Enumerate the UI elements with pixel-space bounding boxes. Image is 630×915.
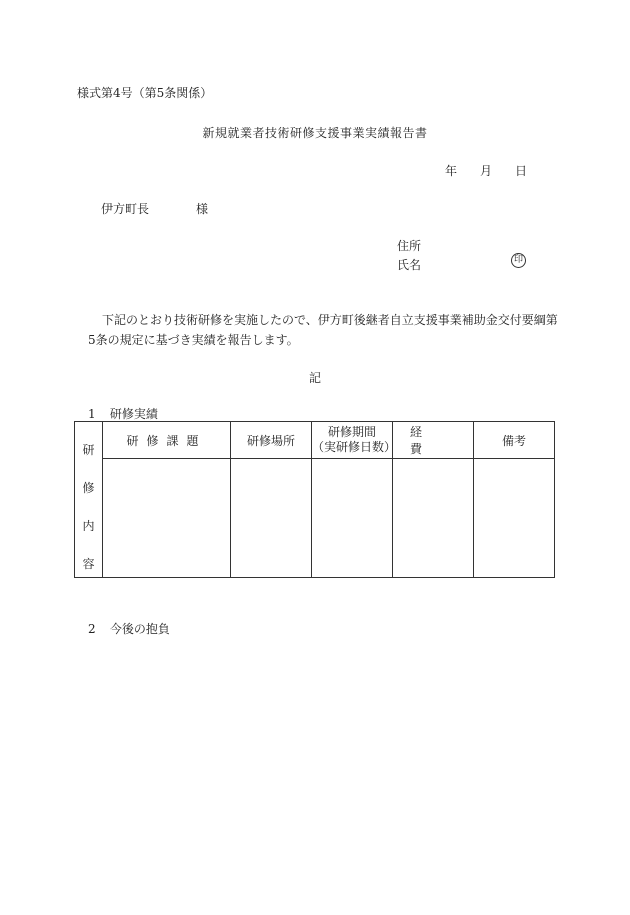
recipient-honorific: 様 — [196, 202, 209, 216]
section-number: 1 — [88, 407, 96, 421]
column-header-period — [312, 422, 397, 459]
section-title: 今後の抱負 — [109, 622, 170, 636]
table-header-row — [75, 422, 555, 459]
column-header-place: 研修場所 — [231, 422, 312, 459]
section-1-heading — [88, 405, 158, 422]
column-header-cost: 経費 — [393, 422, 474, 459]
side-label-char: 研 — [82, 443, 95, 457]
section-number: 2 — [88, 622, 96, 636]
section-2-heading — [88, 620, 170, 637]
period-line-1: 研修期間 — [327, 425, 376, 439]
table-body-row — [75, 459, 555, 578]
seal-mark: 印 — [511, 253, 526, 268]
side-label-char: 容 — [82, 557, 95, 571]
column-header-remarks: 備考 — [474, 422, 555, 459]
period-line-2: （実研修日数） — [312, 440, 397, 454]
section-title: 研修実績 — [109, 407, 158, 421]
document-title: 新規就業者技術研修支援事業実績報告書 — [202, 126, 428, 140]
date-month-label: 月 — [480, 164, 493, 178]
body-paragraph: 下記のとおり技術研修を実施したので、伊方町後継者自立支援事業補助金交付要綱第5条の規定に基づき実績を報告します。 — [88, 313, 558, 347]
side-label-cell — [75, 422, 103, 578]
side-label-char: 内 — [82, 519, 95, 533]
cell-remarks[interactable] — [474, 459, 555, 578]
name-label: 氏名 — [397, 258, 422, 272]
cell-place[interactable] — [231, 459, 312, 578]
note-mark: 記 — [308, 371, 321, 385]
cell-title[interactable] — [103, 459, 231, 578]
training-record-table — [74, 421, 555, 578]
side-label-char: 修 — [82, 481, 95, 495]
cell-cost[interactable] — [393, 459, 474, 578]
column-header-title: 研修課題 — [103, 422, 231, 459]
form-number: 様式第4号（第5条関係） — [77, 86, 213, 100]
date-year-label: 年 — [445, 164, 458, 178]
address-label: 住所 — [397, 239, 422, 253]
recipient-name: 伊方町長 — [101, 202, 150, 216]
cell-period[interactable] — [312, 459, 393, 578]
date-day-label: 日 — [515, 164, 528, 178]
